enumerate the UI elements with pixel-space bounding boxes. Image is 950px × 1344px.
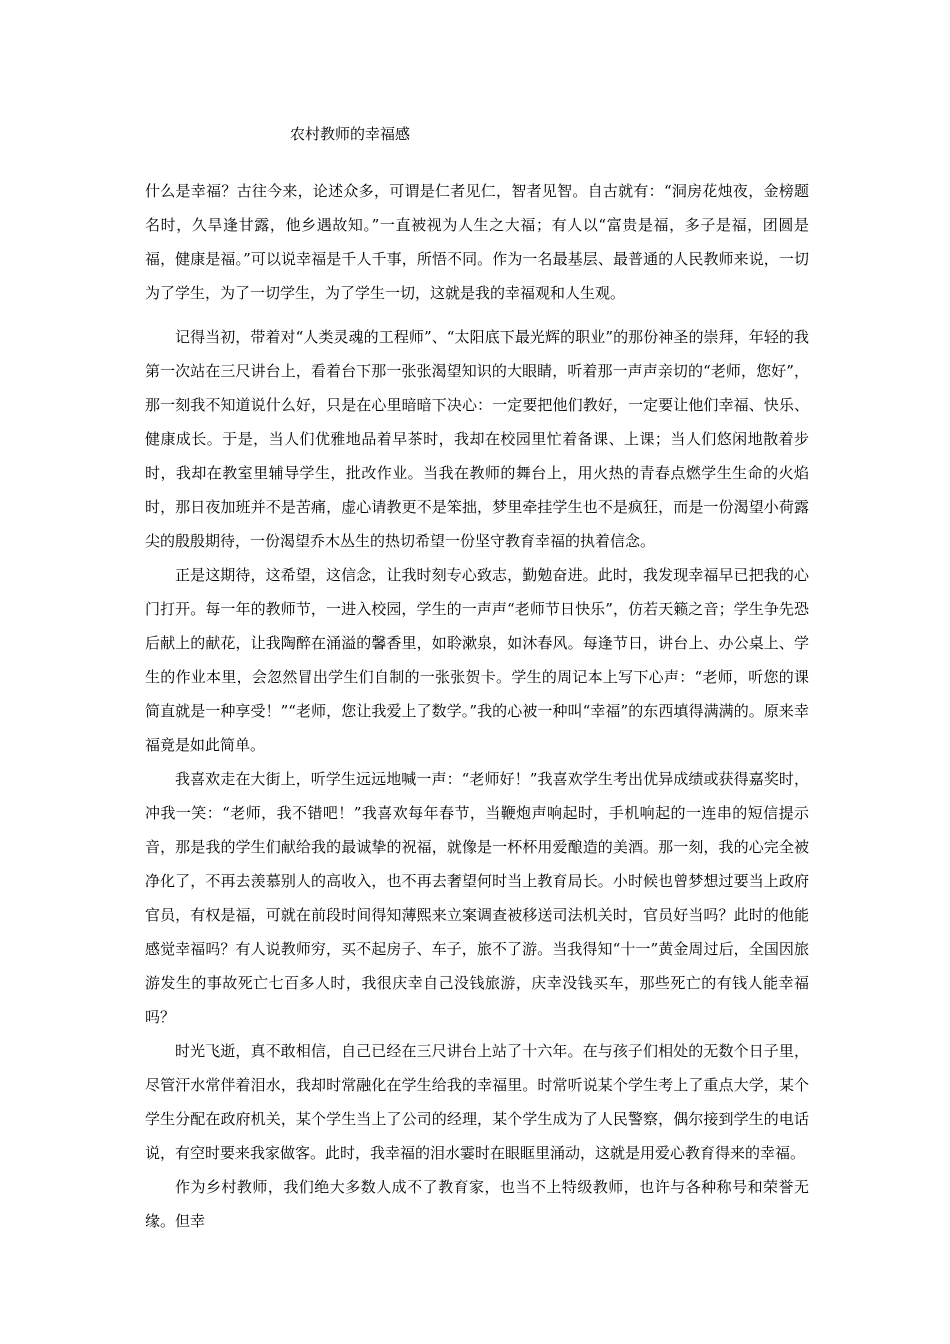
paragraph-4: 我喜欢走在大街上，听学生远远地喊一声：“老师好！”我喜欢学生考出优异成绩或获得嘉奖时，冲我一笑：“老师，我不错吧！”我喜欢每年春节，当鞭炮声响起时，手机响起的一连串的短信提示音，那是我的学生们献给我的最诚挚的祝福，就像是一杯杯用爱酿造的美酒。那一刻，我的心完全被净化了，不再去羡慕别人的高收入，也不再去奢望何时当上教育局长。小时候也曾梦想过要当上政府官员，有权是福，可就在前段时间得知薄熙来立案调查被移送司法机关时，官员好当吗？此时的他能感觉幸福吗？有人说教师穷，买不起房子、车子，旅不了游。当我得知“十一”黄金周过后，全国因旅游发生的事故死亡七百多人时，我很庆幸自己没钱旅游，庆幸没钱买车，那些死亡的有钱人能幸福吗？: [145, 770, 809, 1026]
document-title: 农村教师的幸福感: [290, 125, 411, 143]
paragraph-5: 时光飞逝，真不敢相信，自己已经在三尺讲台上站了十六年。在与孩子们相处的无数个日子里，尽管汗水常伴着泪水，我却时常融化在学生给我的幸福里。时常听说某个学生考上了重点大学，某个学生分配在政府机关，某个学生当上了公司的经理，某个学生成为了人民警察，偶尔接到学生的电话说，有空时要来我家做客。此时，我幸福的泪水霎时在眼眶里涌动，这就是用爱心教育得来的幸福。: [145, 1042, 809, 1162]
paragraph-gap: [145, 310, 809, 320]
paragraph-1: 什么是幸福？古往今来，论述众多，可谓是仁者见仁，智者见智。自古就有：“洞房花烛夜，金榜题名时，久旱逢甘露，他乡遇故知。”一直被视为人生之大福；有人以“富贵是福，多子是福，团圆是福，健康是福。”可以说幸福是千人千事，所悟不同。作为一名最基层、最普通的人民教师来说，一切为了学生，为了一切学生，为了学生一切，这就是我的幸福观和人生观。: [145, 182, 809, 302]
paragraph-6: 作为乡村教师，我们绝大多数人成不了教育家，也当不上特级教师，也许与各种称号和荣誉无缘。但幸: [145, 1178, 809, 1230]
document-body: [145, 174, 809, 1238]
paragraph-2: 记得当初，带着对“人类灵魂的工程师”、“太阳底下最光辉的职业”的那份神圣的崇拜，年轻的我第一次站在三尺讲台上，看着台下那一张张渴望知识的大眼睛，听着那一声声亲切的“老师，您好”，那一刻我不知道说什么好，只是在心里暗暗下决心：一定要把他们教好，一定要让他们幸福、快乐、健康成长。于是，当人们优雅地品着早茶时，我却在校园里忙着备课、上课；当人们悠闲地散着步时，我却在教室里辅导学生，批改作业。当我在教师的舞台上，用火热的青春点燃学生生命的火焰时，那日夜加班并不是苦痛，虚心请教更不是笨拙，梦里牵挂学生也不是疯狂，而是一份渴望小荷露尖的殷殷期待，一份渴望乔木丛生的热切希望一份坚守教育幸福的执着信念。: [145, 328, 809, 550]
paragraph-3: 正是这期待，这希望，这信念，让我时刻专心致志，勤勉奋进。此时，我发现幸福早已把我的心门打开。每一年的教师节，一进入校园，学生的一声声“老师节日快乐”，仿若天籁之音；学生争先恐后献上的献花，让我陶醉在涌溢的馨香里，如聆漱泉，如沐春风。每逢节日，讲台上、办公桌上、学生的作业本里，会忽然冒出学生们自制的一张张贺卡。学生的周记本上写下心声：“老师，听您的课简直就是一种享受！”“老师，您让我爱上了数学。”我的心被一种叫“幸福”的东西填得满满的。原来幸福竟是如此简单。: [145, 566, 809, 754]
